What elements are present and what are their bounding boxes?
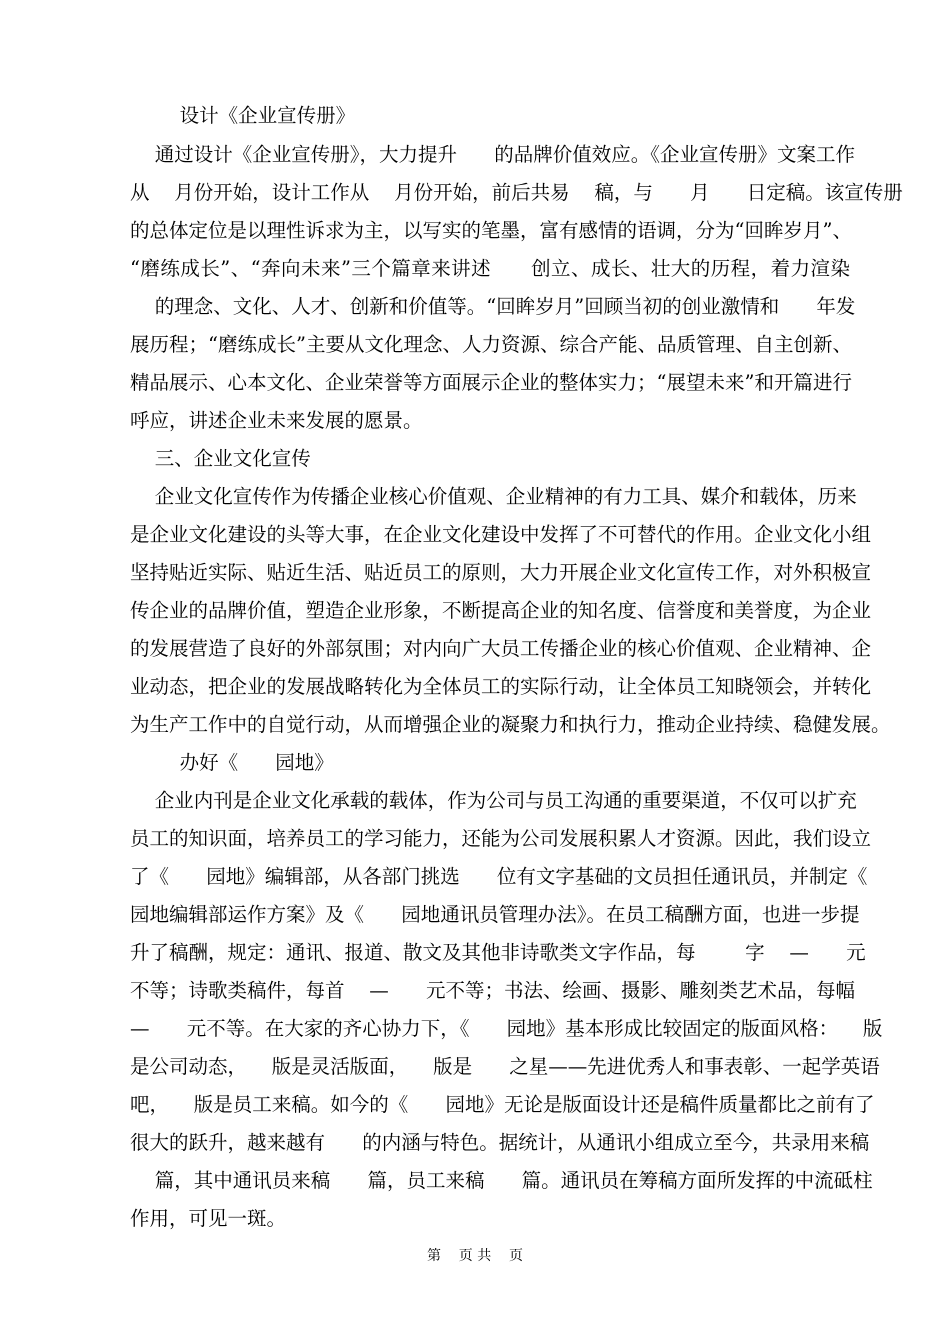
paragraph-line: — 元不等。在大家的齐心协力下，《 园地》基本形成比较固定的版面风格： 版 (130, 1017, 883, 1040)
paragraph-line: 了《 园地》编辑部，从各部门挑选 位有文字基础的文员担任通讯员，并制定《 (130, 865, 868, 888)
paragraph-line: 作用，可见一斑。 (130, 1207, 287, 1230)
paragraph-line: 不等；诗歌类稿件，每首 — 元不等；书法、绘画、摄影、雕刻类艺术品，每幅 (130, 979, 855, 1002)
page-footer: 第 页 共 页 (426, 1248, 524, 1264)
section-heading-culture: 三、企业文化宣传 (130, 447, 311, 470)
section-heading-brochure: 设计《企业宣传册》 (130, 104, 356, 127)
paragraph-line: 通过设计《企业宣传册》，大力提升 的品牌价值效应。《企业宣传册》文案工作 (130, 143, 855, 166)
paragraph-line: 业动态，把企业的发展战略转化为全体员工的实际行动，让全体员工知晓领会，并转化 (130, 675, 872, 698)
paragraph-line: 吧， 版是员工来稿。如今的《 园地》无论是版面设计还是稿件质量都比之前有了 (130, 1093, 875, 1116)
section-heading-garden: 办好《 园地》 (130, 751, 334, 774)
paragraph-line: 企业内刊是企业文化承载的载体，作为公司与员工沟通的重要渠道，不仅可以扩充 (130, 789, 857, 812)
paragraph-line: 传企业的品牌价值，塑造企业形象，不断提高企业的知名度、信誉度和美誉度，为企业 (130, 599, 872, 622)
paragraph-line: 是公司动态， 版是灵活版面， 版是 之星——先进优秀人和事表彰、一起学英语 (130, 1055, 880, 1078)
paragraph-line: 为生产工作中的自觉行动，从而增强企业的凝聚力和执行力，推动企业持续、稳健发展。 (130, 713, 891, 736)
paragraph-line: 篇，其中通讯员来稿 篇，员工来稿 篇。通讯员在筹稿方面所发挥的中流砥柱 (130, 1169, 873, 1192)
paragraph-line: “磨练成长”、“奔向未来”三个篇章来讲述 创立、成长、壮大的历程，着力渲染 (130, 257, 850, 280)
paragraph-line: 展历程；“磨练成长”主要从文化理念、人力资源、综合产能、品质管理、自主创新、 (130, 333, 852, 356)
paragraph-line: 从 月份开始，设计工作从 月份开始，前后共易 稿，与 月 日定稿。该宣传册 (130, 181, 903, 204)
paragraph-line: 的总体定位是以理性诉求为主，以写实的笔墨，富有感情的语调，分为“回眸岁月”、 (130, 219, 852, 242)
paragraph-line: 企业文化宣传作为传播企业核心价值观、企业精神的有力工具、媒介和载体，历来 (130, 485, 857, 508)
paragraph-line: 的发展营造了良好的外部氛围；对内向广大员工传播企业的核心价值观、企业精神、企 (130, 637, 872, 660)
paragraph-line: 呼应，讲述企业未来发展的愿景。 (130, 409, 423, 432)
paragraph-line: 精品展示、心本文化、企业荣誉等方面展示企业的整体实力；“展望未来”和开篇进行 (130, 371, 852, 394)
paragraph-line: 坚持贴近实际、贴近生活、贴近员工的原则，大力开展企业文化宣传工作，对外积极宣 (130, 561, 872, 584)
paragraph-line: 很大的跃升，越来越有 的内涵与特色。据统计，从通讯小组成立至今，共录用来稿 (130, 1131, 870, 1154)
paragraph-line: 园地编辑部运作方案》及《 园地通讯员管理办法》。在员工稿酬方面，也进一步提 (130, 903, 860, 926)
paragraph-line: 升了稿酬，规定：通讯、报道、散文及其他非诗歌类文字作品，每 字 — 元 (130, 941, 866, 964)
paragraph-line: 员工的知识面，培养员工的学习能力，还能为公司发展积累人才资源。因此，我们设立 (130, 827, 872, 850)
paragraph-line: 是企业文化建设的头等大事，在企业文化建设中发挥了不可替代的作用。企业文化小组 (130, 523, 872, 546)
paragraph-line: 的理念、文化、人才、创新和价值等。“回眸岁月”回顾当初的创业激情和 年发 (130, 295, 856, 318)
